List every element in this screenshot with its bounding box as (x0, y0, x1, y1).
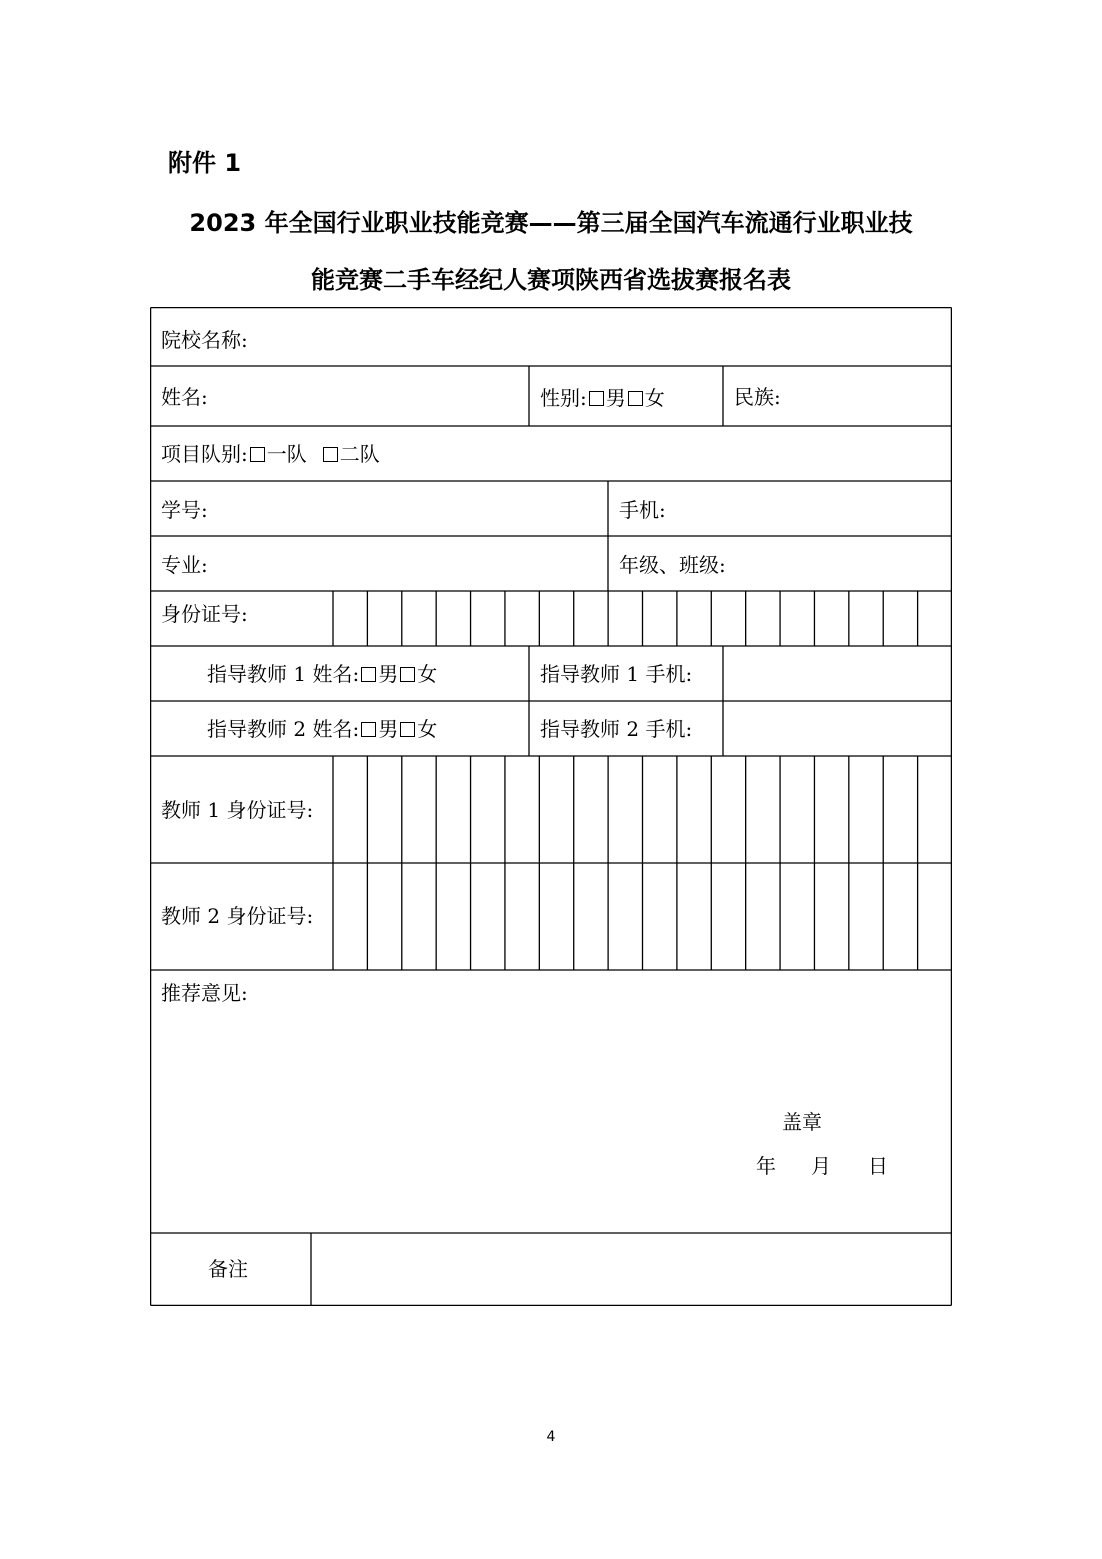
teacher2-male-checkbox[interactable] (361, 722, 376, 737)
teacher1-name-label: 指导教师 1 姓名: (207, 662, 360, 686)
major-label: 专业: (161, 553, 208, 577)
gender-label: 性别: (540, 386, 587, 410)
student-id-label: 学号: (161, 498, 208, 522)
female-option: 女 (644, 386, 665, 410)
id-number-label: 身份证号: (161, 602, 248, 626)
name-label: 姓名: (161, 385, 208, 409)
school-name-label: 院校名称: (161, 328, 248, 352)
teacher1-name-field (207, 664, 437, 684)
teacher1-id-label: 教师 1 身份证号: (161, 798, 314, 822)
teacher2-male-option: 男 (378, 717, 399, 741)
teacher1-female-checkbox[interactable] (400, 667, 415, 682)
team2-checkbox[interactable] (323, 447, 338, 462)
female-checkbox[interactable] (628, 391, 643, 406)
mobile-label: 手机: (619, 498, 666, 522)
ethnicity-label: 民族: (734, 385, 781, 409)
teacher2-name-field (207, 719, 437, 739)
date-day-label: 日 (868, 1154, 888, 1178)
teacher2-id-label: 教师 2 身份证号: (161, 904, 314, 928)
teacher1-male-checkbox[interactable] (361, 667, 376, 682)
seal-label: 盖章 (782, 1110, 822, 1134)
attachment-label: 附件 1 (168, 149, 242, 177)
form-title-line1: 2023 年全国行业职业技能竞赛——第三届全国汽车流通行业职业技 (189, 209, 913, 237)
teacher1-mobile-label: 指导教师 1 手机: (540, 662, 693, 686)
teacher1-female-option: 女 (417, 662, 438, 686)
teacher2-female-option: 女 (417, 717, 438, 741)
page-number: 4 (546, 1429, 556, 1445)
male-checkbox[interactable] (589, 391, 604, 406)
registration-form-table (150, 307, 952, 1306)
team1-option: 一队 (266, 442, 307, 466)
date-month-label: 月 (811, 1154, 831, 1178)
recommendation-label: 推荐意见: (161, 981, 248, 1005)
grade-class-label: 年级、班级: (619, 553, 726, 577)
teacher2-mobile-label: 指导教师 2 手机: (540, 717, 693, 741)
male-option: 男 (605, 386, 626, 410)
teacher2-female-checkbox[interactable] (400, 722, 415, 737)
form-title-line2: 能竞赛二手车经纪人赛项陕西省选拔赛报名表 (311, 266, 791, 294)
team1-checkbox[interactable] (250, 447, 265, 462)
gender-field (540, 388, 665, 408)
teacher2-name-label: 指导教师 2 姓名: (207, 717, 360, 741)
date-year-label: 年 (756, 1154, 776, 1178)
remarks-label: 备注 (208, 1257, 248, 1281)
team-field (161, 444, 380, 464)
team2-option: 二队 (339, 442, 380, 466)
team-label: 项目队别: (161, 442, 248, 466)
teacher1-male-option: 男 (378, 662, 399, 686)
